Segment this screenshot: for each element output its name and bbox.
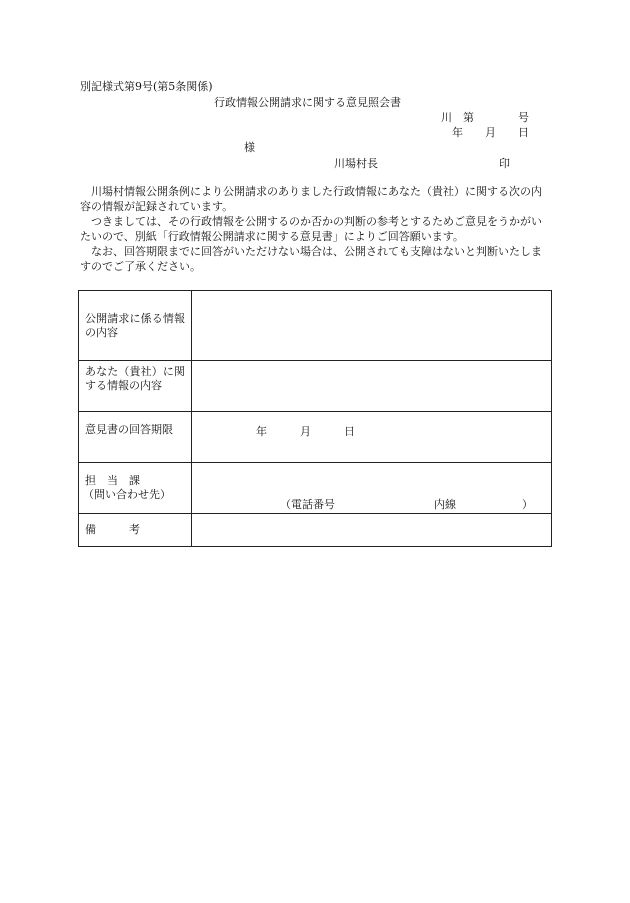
addressee-suffix: 様	[244, 141, 255, 154]
value-reply-deadline[interactable]: 年 月 日	[192, 412, 552, 463]
label-remarks: 備 考	[79, 514, 192, 547]
document-number: 川 第 号	[441, 111, 529, 124]
seal-mark: 印	[499, 157, 510, 170]
paragraph-opinion-request: つきましては、その行政情報を公開するのか否かの判断の参考とするためご意見をうかがいたいので、別紙「行政情報公開請求に関する意見書」によりご回答願います。	[80, 215, 542, 243]
document-title: 行政情報公開請求に関する意見照会書	[214, 96, 401, 109]
document-date: 年 月 日	[452, 126, 529, 139]
table-row	[79, 361, 552, 412]
value-related-info[interactable]	[192, 361, 552, 412]
table-row	[79, 463, 552, 514]
paragraph-deadline-note: なお、回答期限までに回答がいただけない場合は、公開されても支障はないと判断いたしますのでご了承ください。	[80, 245, 542, 273]
body-text	[80, 184, 552, 274]
label-related-info: あなた（貴社）に関する情報の内容	[79, 361, 192, 412]
label-reply-deadline: 意見書の回答期限	[79, 412, 192, 463]
table-row	[79, 514, 552, 547]
paragraph-request: 川場村情報公開条例により公開請求のありました行政情報にあなた（貴社）に関する次の内容の情報が記録されています。	[80, 185, 542, 213]
table-row	[79, 291, 552, 361]
label-department: 担 当 課 （問い合わせ先）	[79, 463, 192, 514]
sender-name: 川場村長	[334, 157, 378, 170]
value-remarks[interactable]	[192, 514, 552, 547]
inquiry-table	[78, 290, 552, 547]
value-request-info[interactable]	[192, 291, 552, 361]
value-department[interactable]: （電話番号 内線 ）	[192, 463, 552, 514]
label-request-info: 公開請求に係る情報の内容	[79, 291, 192, 361]
table-row	[79, 412, 552, 463]
form-reference: 別記様式第9号(第5条関係)	[80, 80, 213, 93]
